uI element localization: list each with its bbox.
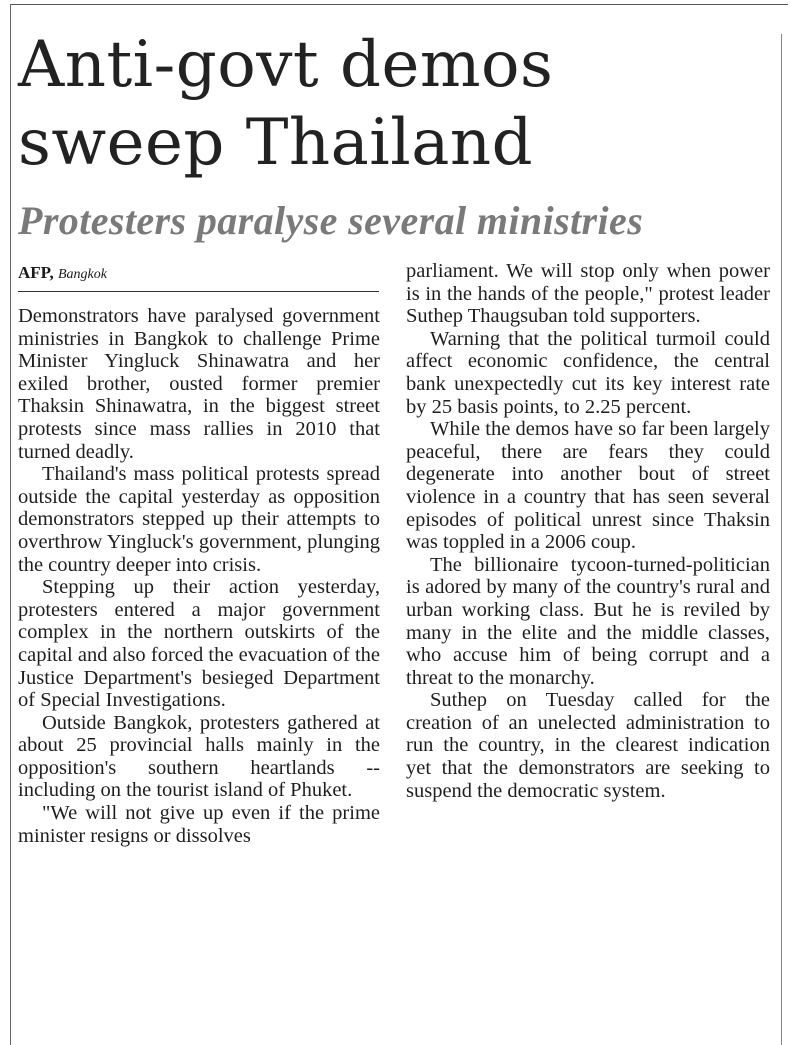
paragraph: While the demos have so far been largely peaceful, there are fears they could degenerate into another bout of street violence in a country that has seen several episodes of political unrest since Thaksin was toppled in a 2006 coup.	[406, 418, 770, 554]
paragraph: The billionaire tycoon-turned-politician is adored by many of the country's rural and urban working class. But he is reviled by many in the elite and the middle classes, who accuse him of being corrupt and a threat to the monarchy.	[406, 553, 770, 689]
paragraph: Demonstrators have paralysed government ministries in Bangkok to challenge Prime Minister Yingluck Shinawatra and her exiled brother, ousted former premier Thaksin Shinawatra, in the biggest street protests since mass rallies in 2010 that turned deadly.	[18, 305, 380, 463]
byline-place: Bangkok	[58, 267, 107, 282]
paragraph: Warning that the political turmoil could affect economic confidence, the central bank unexpectedly cut its key interest rate by 25 basis points, to 2.25 percent.	[406, 327, 770, 418]
left-border-rule	[10, 4, 11, 1045]
paragraph: Suthep on Tuesday called for the creation of an unelected administration to run the country, in the clearest indication yet that the demonstrators are seeking to suspend the democratic system.	[406, 689, 770, 802]
headline-line-2: sweep Thailand	[18, 106, 534, 180]
paragraph: "We will not give up even if the prime minister resigns or dissolves	[18, 802, 380, 847]
paragraph: Thailand's mass political protests spread outside the capital yesterday as opposition demonstrators stepped up their attempts to overthrow Yingluck's government, plunging the country deeper into crisis.	[18, 463, 380, 576]
subheadline: Protesters paralyse several ministries	[18, 198, 644, 243]
headline	[18, 26, 778, 182]
paragraph: Stepping up their action yesterday, protesters entered a major government complex in the northern outskirts of the capital and also forced the evacuation of the Justice Department's besieged Department of Special Investigations.	[18, 576, 380, 712]
top-border-rule	[10, 4, 788, 5]
byline	[18, 262, 107, 286]
article-column-left	[18, 305, 380, 847]
byline-divider	[18, 291, 379, 292]
right-border-rule	[781, 34, 782, 1045]
paragraph: parliament. We will stop only when power is in the hands of the people," protest leader Suthep Thaugsuban told supporters.	[406, 260, 770, 328]
headline-line-1: Anti-govt demos	[18, 28, 554, 102]
paragraph: Outside Bangkok, protesters gathered at about 25 provincial halls mainly in the opposition's southern heartlands -- including on the tourist island of Phuket.	[18, 711, 380, 802]
article-column-right	[406, 260, 770, 802]
byline-agency: AFP,	[18, 263, 54, 282]
